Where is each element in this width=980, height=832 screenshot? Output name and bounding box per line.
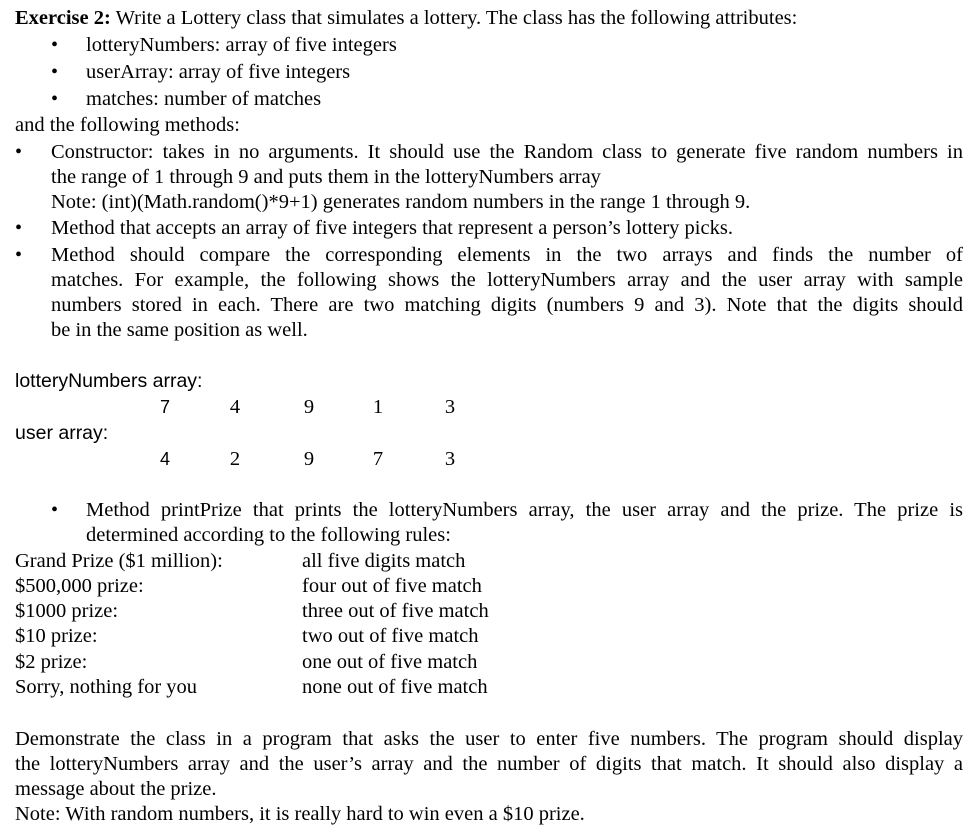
prize-name: Grand Prize ($1 million): xyxy=(15,550,223,572)
prize-rule: one out of five match xyxy=(302,651,478,673)
attribute-item: lotteryNumbers: array of five integers xyxy=(86,34,397,56)
prize-rule: four out of five match xyxy=(302,575,482,597)
exercise-label: Exercise 2: xyxy=(15,7,111,29)
bullet-icon: • xyxy=(51,499,59,521)
bullet-icon: • xyxy=(15,141,23,163)
bullet-icon: • xyxy=(51,88,59,110)
bullet-icon: • xyxy=(51,34,59,56)
lottery-value: 3 xyxy=(444,396,456,418)
prize-name: $10 prize: xyxy=(15,625,98,647)
demo-line: the lotteryNumbers array and the user’s array and the number of digits that match. It should also display a xyxy=(15,753,963,775)
prize-name: $2 prize: xyxy=(15,651,88,673)
lottery-value: 4 xyxy=(229,396,241,418)
user-value: 7 xyxy=(372,448,384,470)
accept-method: Method that accepts an array of five integers that represent a person’s lottery picks. xyxy=(51,217,733,239)
compare-line: Method should compare the corresponding elements in the two arrays and finds the number of xyxy=(51,244,963,266)
user-array-label: user array: xyxy=(15,422,109,444)
compare-line: be in the same position as well. xyxy=(51,319,308,341)
final-note: Note: With random numbers, it is really hard to win even a $10 prize. xyxy=(15,803,585,825)
compare-line: numbers stored in each. There are two matching digits (numbers 9 and 3). Note that the digits should xyxy=(51,294,963,316)
lottery-value: 7 xyxy=(159,397,170,417)
prize-name: $500,000 prize: xyxy=(15,575,144,597)
demo-line: Demonstrate the class in a program that asks the user to enter five numbers. The program should display xyxy=(15,728,963,750)
bullet-icon: • xyxy=(51,61,59,83)
user-value: 9 xyxy=(303,448,315,470)
attribute-item: userArray: array of five integers xyxy=(86,61,351,83)
prize-rule: two out of five match xyxy=(302,625,479,647)
constructor-line: the range of 1 through 9 and puts them in the lotteryNumbers array xyxy=(51,166,601,188)
user-value: 2 xyxy=(229,448,241,470)
exercise-intro: Write a Lottery class that simulates a lottery. The class has the following attributes: xyxy=(110,7,798,29)
lottery-value: 9 xyxy=(303,396,315,418)
demo-line: message about the prize. xyxy=(15,778,217,800)
constructor-line: Constructor: takes in no arguments. It should use the Random class to generate five random numbers in xyxy=(51,141,963,163)
prize-name: Sorry, nothing for you xyxy=(15,676,198,698)
prize-name: $1000 prize: xyxy=(15,600,119,622)
user-value: 4 xyxy=(159,449,170,469)
bullet-icon: • xyxy=(15,244,23,266)
compare-line: matches. For example, the following shows the lotteryNumbers array and the user array with sample xyxy=(51,269,963,291)
prize-rule: three out of five match xyxy=(302,600,489,622)
lottery-array-label: lotteryNumbers array: xyxy=(15,370,203,392)
lottery-value: 1 xyxy=(372,396,384,418)
methods-intro: and the following methods: xyxy=(15,114,240,136)
prize-rule: none out of five match xyxy=(302,676,488,698)
constructor-note: Note: (int)(Math.random()*9+1) generates random numbers in the range 1 through 9. xyxy=(51,191,751,213)
exercise-heading xyxy=(15,6,797,31)
prize-rule: all five digits match xyxy=(302,550,466,572)
print-prize-line: Method printPrize that prints the lotteryNumbers array, the user array and the prize. The prize is xyxy=(86,499,963,521)
bullet-icon: • xyxy=(15,217,23,239)
print-prize-line: determined according to the following rules: xyxy=(86,524,451,546)
user-value: 3 xyxy=(444,448,456,470)
attribute-item: matches: number of matches xyxy=(86,88,322,110)
